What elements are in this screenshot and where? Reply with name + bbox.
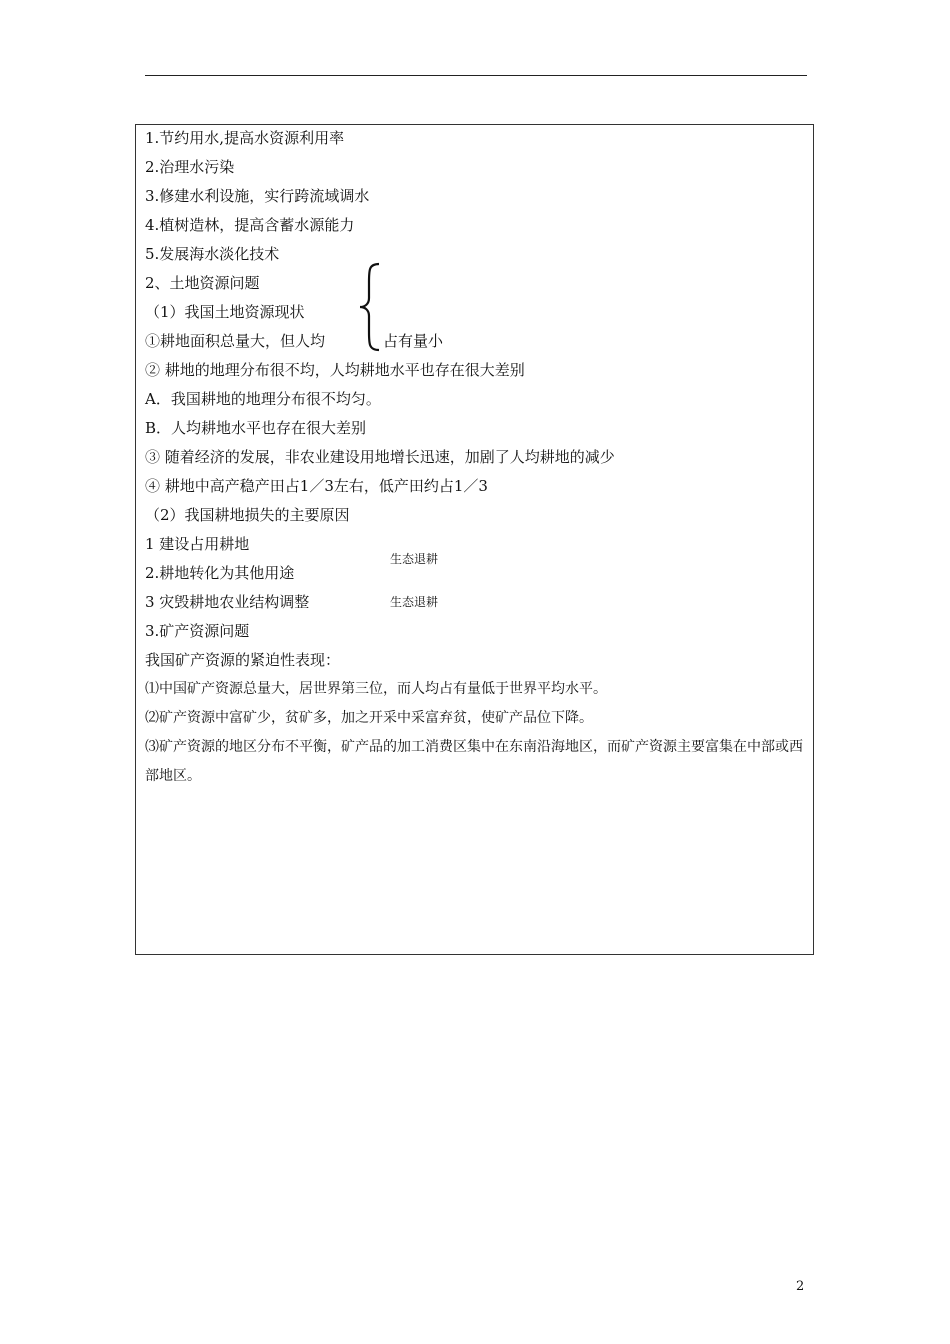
brace-note: 占有量小	[383, 332, 444, 350]
text-line: ①耕地面积总量大，但人均	[145, 332, 326, 350]
text-line: 4.植树造林，提高含蓄水源能力	[145, 216, 355, 234]
subsection-heading: （2）我国耕地损失的主要原因	[145, 506, 350, 524]
text-line: 2.治理水污染	[145, 158, 235, 176]
text-line: 5.发展海水淡化技术	[145, 245, 280, 263]
text-line: 我国矿产资源的紧迫性表现：	[145, 651, 341, 669]
side-note: 生态退耕	[390, 552, 439, 566]
subsection-heading: （1）我国土地资源现状	[145, 303, 305, 321]
text-line: ⑵矿产资源中富矿少，贫矿多，加之开采中采富弃贫，使矿产品位下降。	[145, 710, 593, 726]
text-line: 3 灾毁耕地农业结构调整	[145, 593, 310, 611]
text-line: 3.修建水利设施，实行跨流域调水	[145, 187, 370, 205]
text-line: B．人均耕地水平也存在很大差别	[145, 419, 367, 437]
section-heading: 3.矿产资源问题	[145, 622, 250, 640]
text-line: A．我国耕地的地理分布很不均匀。	[145, 390, 381, 408]
text-line: 1.节约用水,提高水资源利用率	[145, 129, 345, 147]
text-line: ⑴中国矿产资源总量大，居世界第三位，而人均占有量低于世界平均水平。	[145, 681, 607, 697]
header-rule	[145, 75, 807, 76]
page-number: 2	[796, 1279, 805, 1294]
section-heading: 2、土地资源问题	[145, 274, 260, 292]
text-line: 2.耕地转化为其他用途	[145, 564, 295, 582]
side-note: 生态退耕	[390, 595, 439, 609]
text-line: ④ 耕地中高产稳产田占1／3左右，低产田约占1／3	[145, 477, 488, 495]
text-line: ③ 随着经济的发展，非农业建设用地增长迅速，加剧了人均耕地的减少	[145, 448, 615, 466]
text-paragraph: ⑶矿产资源的地区分布不平衡，矿产品的加工消费区集中在东南沿海地区，而矿产资源主要富集在中部或西部地区。	[145, 739, 803, 784]
text-line: ② 耕地的地理分布很不均，人均耕地水平也存在很大差别	[145, 361, 525, 379]
text-line: 1 建设占用耕地	[145, 535, 250, 553]
